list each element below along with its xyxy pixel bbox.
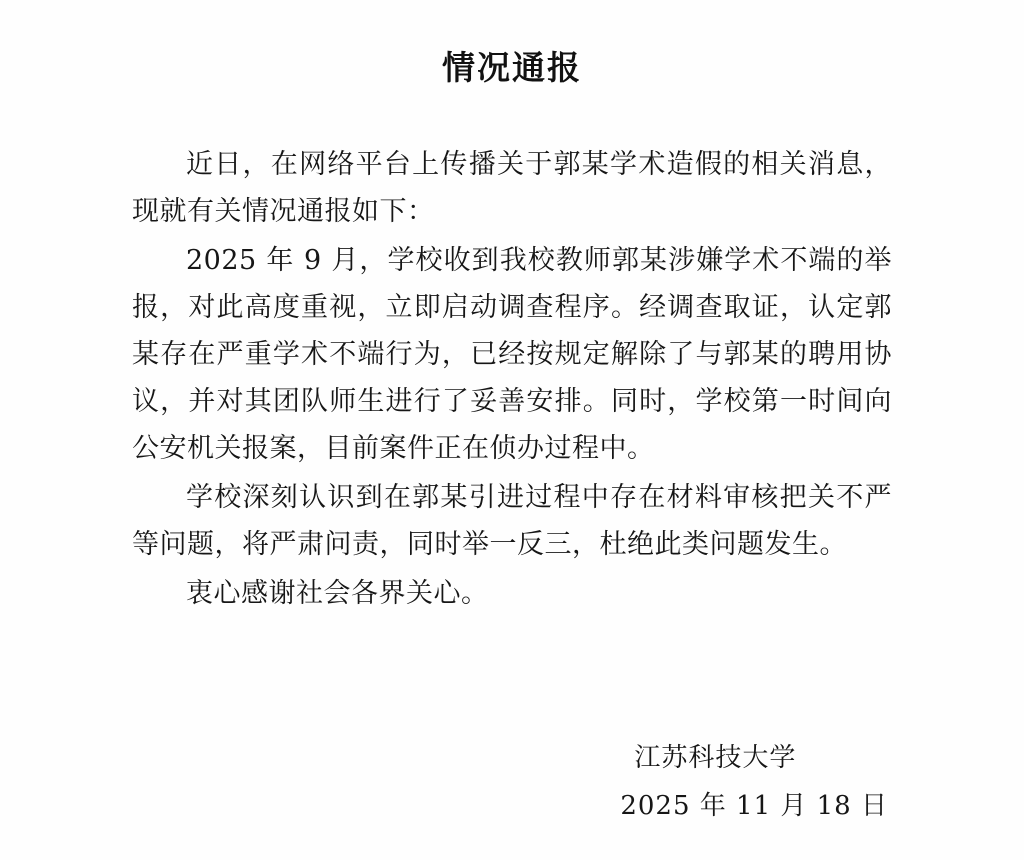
page-title: 情况通报 bbox=[442, 48, 582, 87]
paragraph-1: 近日，在网络平台上传播关于郭某学术造假的相关消息，现就有关情况通报如下： bbox=[132, 149, 892, 227]
signature-block bbox=[620, 734, 888, 830]
signature-organization: 江苏科技大学 bbox=[634, 743, 797, 773]
paragraph-3: 学校深刻认识到在郭某引进过程中存在材料审核把关不严等问题，将严肃问责，同时举一反三，杜绝此类问题发生。 bbox=[132, 482, 892, 560]
paragraph-2: 2025 年 9 月，学校收到我校教师郭某涉嫌学术不端的举报，对此高度重视，立即启动调查程序。经调查取证，认定郭某存在严重学术不端行为，已经按规定解除了与郭某的聘用协议，并对其团队师生进行了妥善安排。同时，学校第一时间向公安机关报案，目前案件正在侦办过程中。 bbox=[132, 245, 892, 464]
document-body bbox=[132, 89, 892, 617]
paragraph-4: 衷心感谢社会各界关心。 bbox=[186, 578, 489, 609]
signature-date: 2025 年 11 月 18 日 bbox=[620, 791, 888, 821]
